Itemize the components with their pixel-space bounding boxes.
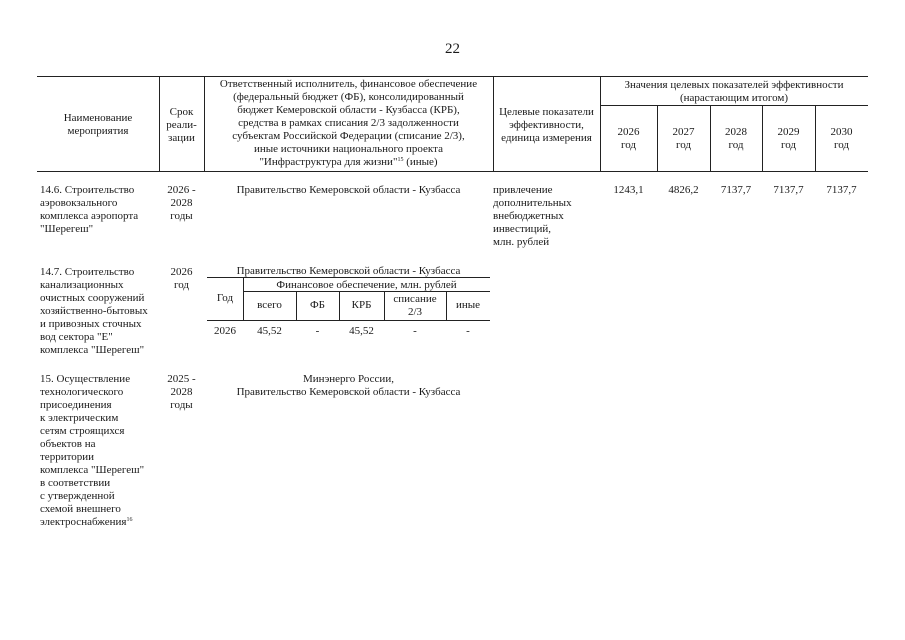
finance-rule [243, 291, 490, 292]
footnote-15: 15 [397, 157, 404, 163]
finance-col-header: КРБ [351, 299, 372, 311]
finance-col-header: ФБ [309, 299, 325, 311]
value-cell: 7137,7 [826, 184, 857, 196]
finance-value: - [315, 325, 320, 337]
row-term: 2026 год [170, 266, 193, 291]
header-executor: Ответственный исполнитель, финансовое обеспечение (федеральный бюджет (ФБ), консолидированный бюджет Кемеровской области - Кузбасса (КРБ), средства в рамках списания 2/3 задолженности субъектам Российской Федерации (списание 2/3), иные источники национального проекта "Инфраструктура для жизни"$^{15}$ (иные) [219, 78, 478, 168]
header-values-title: Значения целевых показателей эффективности (нарастающим итогом) [624, 79, 844, 104]
finance-title: Финансовое обеспечение, млн. рублей [276, 279, 457, 291]
finance-value: 45,52 [257, 325, 282, 337]
finance-col-header: всего [257, 299, 282, 311]
year-header: 2026 год [617, 126, 640, 151]
page-number: 22 [445, 41, 460, 57]
value-cell: 1243,1 [613, 184, 644, 196]
footnote-16: 16 [126, 517, 133, 523]
year-header: 2028 год [725, 126, 747, 151]
finance-executor: Правительство Кемеровской области - Кузбасса [236, 265, 461, 277]
row-name: 14.6. Строительство аэровокзального комплекса аэропорта "Шерегеш" [40, 184, 139, 235]
row-term: 2026 - 2028 годы [167, 184, 196, 222]
header-name: Наименование мероприятия [63, 112, 133, 137]
finance-value: - [466, 325, 470, 337]
row-executor: Правительство Кемеровской области - Кузбасса [236, 184, 461, 196]
header-top-rule [37, 76, 868, 77]
year-header: 2029 год [777, 126, 800, 151]
header-targets: Целевые показатели эффективности, единица измерения [499, 106, 594, 144]
value-cell: 4826,2 [668, 184, 699, 196]
row-executor: Минэнерго России, Правительство Кемеровской области - Кузбасса [236, 373, 461, 398]
finance-value: 45,52 [349, 325, 374, 337]
row-name: 14.7. Строительство канализационных очистных сооружений хозяйственно-бытовых и привозных сточных вод сектора "Е" комплекса "Шерегеш" [40, 266, 148, 356]
finance-col-header: иные [455, 299, 481, 311]
finance-rule [207, 277, 490, 278]
value-cell: 7137,7 [720, 184, 752, 196]
year-header: 2030 год [830, 126, 853, 151]
year-header: 2027 год [672, 126, 695, 151]
finance-year-label: Год [216, 292, 234, 304]
finance-value: - [413, 325, 417, 337]
years-subheader-rule [600, 105, 868, 106]
header-term: Срок реали- зации [166, 106, 197, 144]
header-bottom-rule [37, 171, 868, 172]
value-cell: 7137,7 [773, 184, 804, 196]
finance-year: 2026 [214, 325, 236, 337]
row-term: 2025 - 2028 годы [167, 373, 196, 411]
row-name: 15. Осуществление технологического присоединения к электрическим сетям строящихся объектов на территории комплекса "Шерегеш" в соответствии с утвержденной схемой внешнего электроснабжения$^{16}$ [40, 373, 145, 528]
finance-col-header: списание 2/3 [393, 293, 437, 318]
finance-rule [207, 320, 490, 321]
row-target: привлечение дополнительных внебюджетных инвестиций, млн. рублей [493, 184, 572, 248]
